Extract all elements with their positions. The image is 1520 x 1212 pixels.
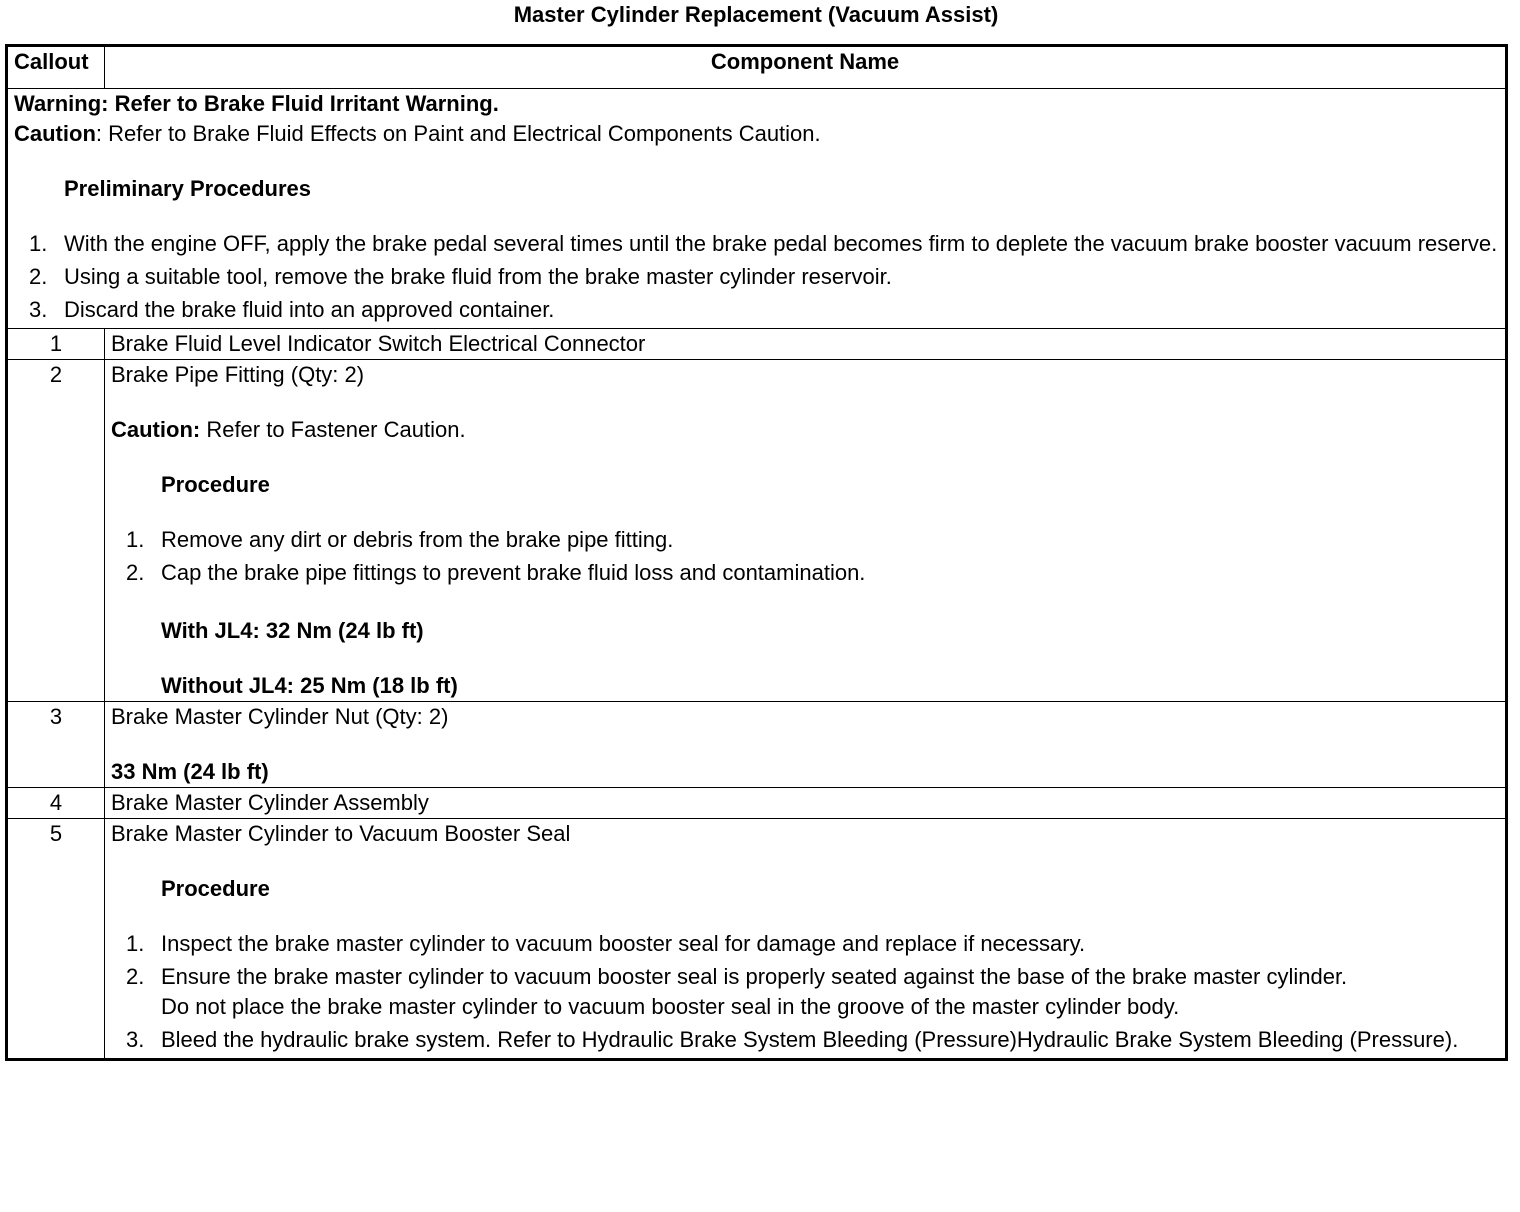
- spacer: [111, 390, 1499, 415]
- procedure-heading: Procedure: [161, 876, 270, 901]
- step-number: 2.: [126, 560, 145, 585]
- caution-text: Refer to Fastener Caution.: [200, 417, 466, 442]
- step-number: 2.: [29, 264, 48, 289]
- component-detail-cell: [105, 360, 1507, 702]
- column-header-component-name: Component Name: [105, 46, 1507, 89]
- intro-cell: [7, 89, 1507, 329]
- procedure-heading: Procedure: [161, 472, 270, 497]
- list-item: [14, 262, 1499, 292]
- warning-line: [14, 89, 1499, 119]
- component-name: Brake Master Cylinder to Vacuum Booster Seal: [111, 821, 571, 846]
- step-number: 3.: [126, 1027, 145, 1052]
- callout-cell: 1: [7, 329, 105, 360]
- torque-spec-without-jl4: Without JL4: 25 Nm (18 lb ft): [161, 673, 458, 698]
- spacer: [14, 149, 1499, 174]
- table-row: [7, 360, 1507, 702]
- table-row: [7, 702, 1507, 788]
- table-row: [7, 819, 1507, 1060]
- component-name-cell: Brake Master Cylinder Assembly: [105, 788, 1507, 819]
- component-name: Brake Master Cylinder Nut (Qty: 2): [111, 704, 449, 729]
- warning-text: Refer to Brake Fluid Irritant Warning.: [114, 91, 499, 116]
- spacer: [111, 849, 1499, 874]
- step-text: Using a suitable tool, remove the brake fluid from the brake master cylinder reservoir.: [64, 264, 892, 289]
- warning-label: Warning:: [14, 91, 109, 116]
- list-item: [111, 1025, 1499, 1055]
- step-text: With the engine OFF, apply the brake pedal several times until the brake pedal becomes firm to deplete the vacuum brake booster vacuum reserve.: [64, 231, 1498, 256]
- step-number: 1.: [126, 931, 145, 956]
- caution-text: : Refer to Brake Fluid Effects on Paint and Electrical Components Caution.: [95, 121, 821, 146]
- procedure-table: [5, 44, 1508, 1061]
- table-header-row: [7, 46, 1507, 89]
- component-name: Brake Pipe Fitting (Qty: 2): [111, 362, 365, 387]
- caution-line: [14, 119, 1499, 149]
- torque-spec: 33 Nm (24 lb ft): [111, 759, 269, 784]
- step-text: Cap the brake pipe fittings to prevent brake fluid loss and contamination.: [161, 560, 866, 585]
- preliminary-steps-list: [14, 229, 1499, 325]
- spacer: [111, 732, 1499, 757]
- list-item: [111, 525, 1499, 555]
- callout-cell: 3: [7, 702, 105, 788]
- spacer: [111, 591, 1499, 616]
- list-item: [111, 929, 1499, 959]
- component-name-cell: Brake Fluid Level Indicator Switch Electrical Connector: [105, 329, 1507, 360]
- component-detail-cell: [105, 819, 1507, 1060]
- table-row: [7, 788, 1507, 819]
- step-number: 1.: [29, 231, 48, 256]
- page-title: Master Cylinder Replacement (Vacuum Assist): [513, 2, 999, 27]
- list-item: [111, 558, 1499, 588]
- caution-label: Caution:: [111, 417, 201, 442]
- callout-cell: 4: [7, 788, 105, 819]
- step-text: Remove any dirt or debris from the brake pipe fitting.: [161, 527, 674, 552]
- procedure-steps-list: [111, 929, 1499, 1055]
- component-detail-cell: [105, 702, 1507, 788]
- intro-row: [7, 89, 1507, 329]
- torque-spec-with-jl4: With JL4: 32 Nm (24 lb ft): [161, 618, 424, 643]
- list-item: [14, 295, 1499, 325]
- spacer: [111, 904, 1499, 929]
- preliminary-procedures-heading: Preliminary Procedures: [64, 176, 312, 201]
- column-header-callout: Callout: [7, 46, 105, 89]
- step-note: Do not place the brake master cylinder to vacuum booster seal in the groove of the master cylinder body.: [161, 994, 1180, 1019]
- caution-line: [111, 415, 1499, 445]
- step-text: Discard the brake fluid into an approved container.: [64, 297, 555, 322]
- step-number: 3.: [29, 297, 48, 322]
- step-text: Bleed the hydraulic brake system. Refer to Hydraulic Brake System Bleeding (Pressure)Hydraulic Brake System Bleeding (Pressure).: [161, 1027, 1459, 1052]
- step-text: Inspect the brake master cylinder to vacuum booster seal for damage and replace if necessary.: [161, 931, 1086, 956]
- spacer: [14, 204, 1499, 229]
- spacer: [111, 500, 1499, 525]
- spacer: [111, 646, 1499, 671]
- caution-label: Caution: [14, 121, 96, 146]
- callout-cell: 2: [7, 360, 105, 702]
- list-item: [111, 962, 1499, 1022]
- spacer: [111, 445, 1499, 470]
- step-number: 1.: [126, 527, 145, 552]
- step-text: Ensure the brake master cylinder to vacuum booster seal is properly seated against the base of the brake master cylinder.: [161, 964, 1348, 989]
- procedure-steps-list: [111, 525, 1499, 588]
- callout-cell: 5: [7, 819, 105, 1060]
- table-row: [7, 329, 1507, 360]
- step-number: 2.: [126, 964, 145, 989]
- list-item: [14, 229, 1499, 259]
